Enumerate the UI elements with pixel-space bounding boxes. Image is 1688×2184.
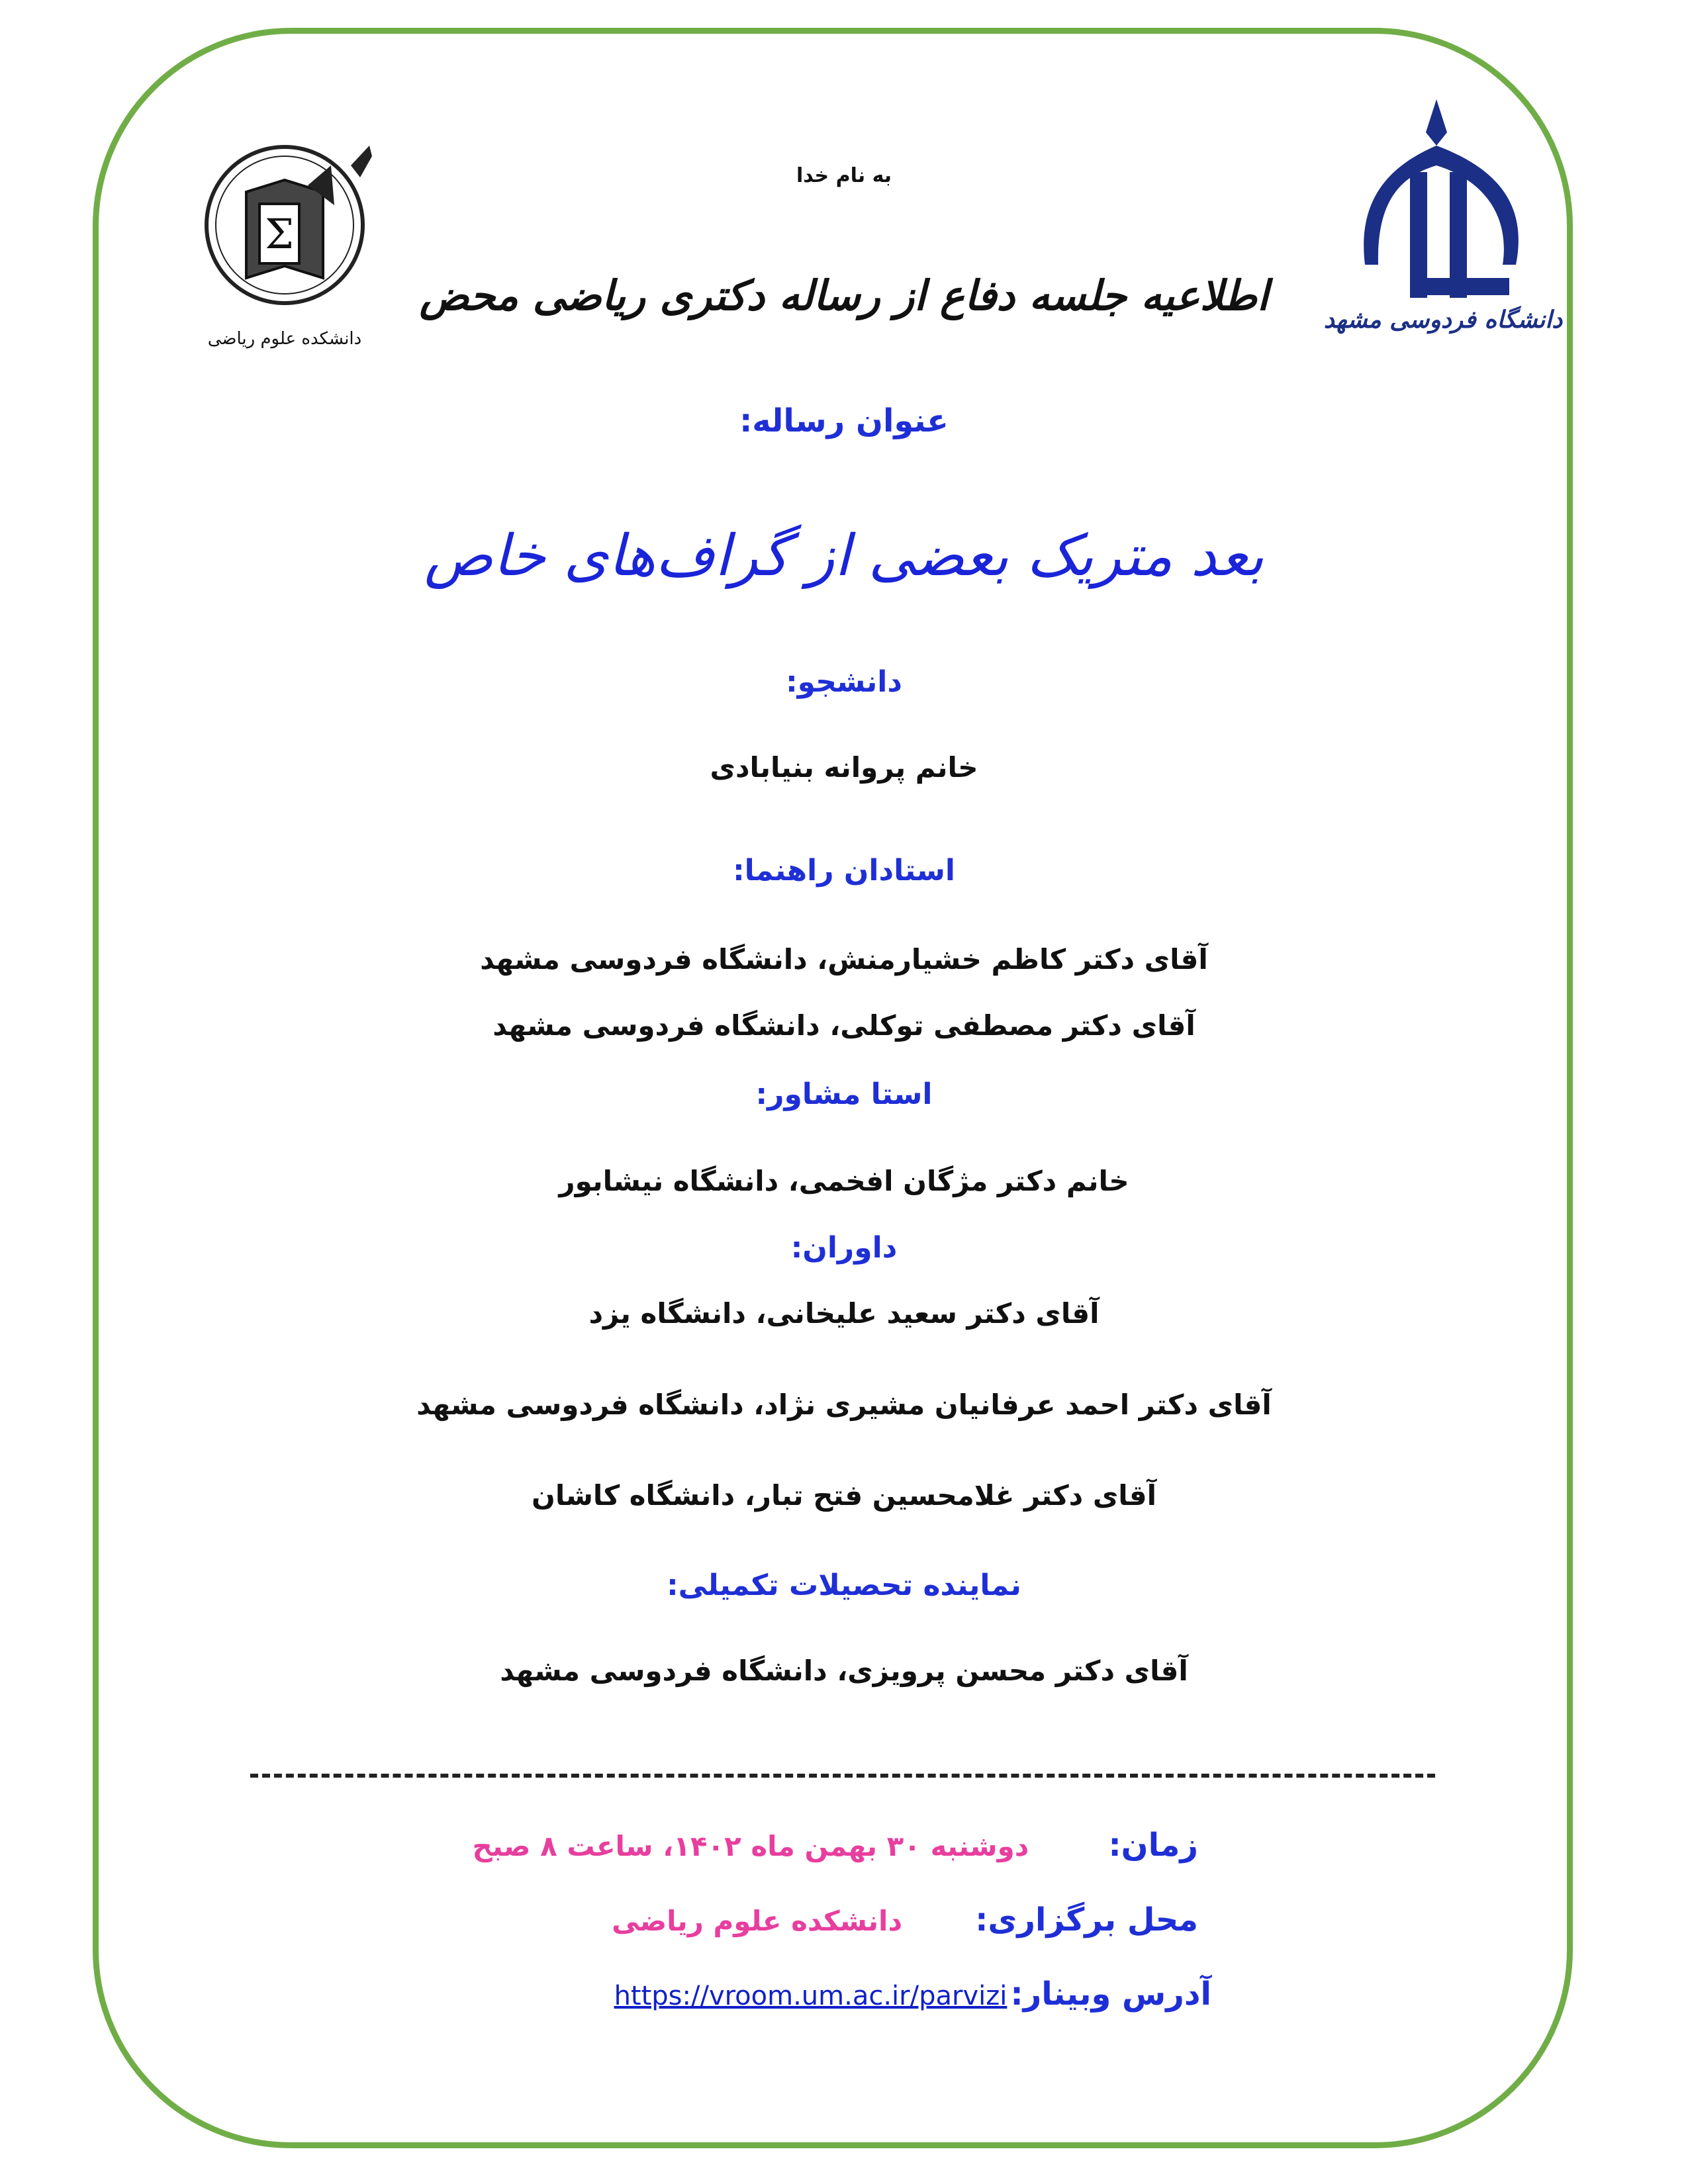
advisor-heading: استا مشاور: (755, 1077, 933, 1111)
webinar-link[interactable]: https://vroom.um.ac.ir/parvizi (614, 1981, 1008, 2011)
referees-heading: داوران: (790, 1231, 898, 1265)
supervisors-heading: استادان راهنما: (733, 854, 955, 887)
place-row (612, 1901, 1198, 1938)
graduate-rep-heading: نماینده تحصیلات تکمیلی: (667, 1569, 1021, 1602)
referee-item: آقای دکتر سعید علیخانی، دانشگاه یزد (588, 1297, 1100, 1330)
divider (250, 1774, 1435, 1778)
webinar-row (614, 1976, 1211, 2013)
place-label: محل برگزاری: (975, 1901, 1198, 1938)
thesis-heading: عنوان رساله: (739, 402, 949, 439)
thesis-title: بعد متریک بعضی از گراف‌های خاص (424, 523, 1264, 589)
referee-item: آقای دکتر احمد عرفانیان مشیری نژاد، دانشگاه فردوسی مشهد (416, 1388, 1272, 1421)
graduate-rep-name: آقای دکتر محسن پرویزی، دانشگاه فردوسی مشهد (500, 1655, 1188, 1687)
supervisor-item: آقای دکتر کاظم خشیارمنش، دانشگاه فردوسی مشهد (480, 943, 1208, 976)
page-title: اطلاعیه جلسه دفاع از رساله دکتری ریاضی محض (419, 271, 1269, 320)
svg-text:دانشکده علوم ریاضی: دانشکده علوم ریاضی (207, 329, 362, 349)
svg-text:دانشگاه فردوسی مشهد: دانشگاه فردوسی مشهد (1323, 306, 1563, 334)
webinar-label: آدرس وبینار: (1010, 1976, 1211, 2013)
time-row (472, 1827, 1198, 1864)
time-label: زمان: (1108, 1827, 1198, 1864)
student-heading: دانشجو: (786, 665, 902, 699)
student-name: خانم پروانه بنیابادی (710, 751, 978, 784)
place-value: دانشکده علوم ریاضی (612, 1905, 903, 1937)
supervisor-item: آقای دکتر مصطفی توکلی، دانشگاه فردوسی مشهد (492, 1009, 1196, 1042)
time-value: دوشنبه ۳۰ بهمن ماه ۱۴۰۲، ساعت ۸ صبح (472, 1830, 1029, 1862)
svg-text:Σ: Σ (265, 210, 294, 258)
basmala: به نام خدا (796, 164, 892, 187)
referee-item: آقای دکتر غلامحسین فتح تبار، دانشگاه کاشان (532, 1479, 1156, 1512)
advisor-name: خانم دکتر مژگان افخمی، دانشگاه نیشابور (559, 1165, 1129, 1197)
